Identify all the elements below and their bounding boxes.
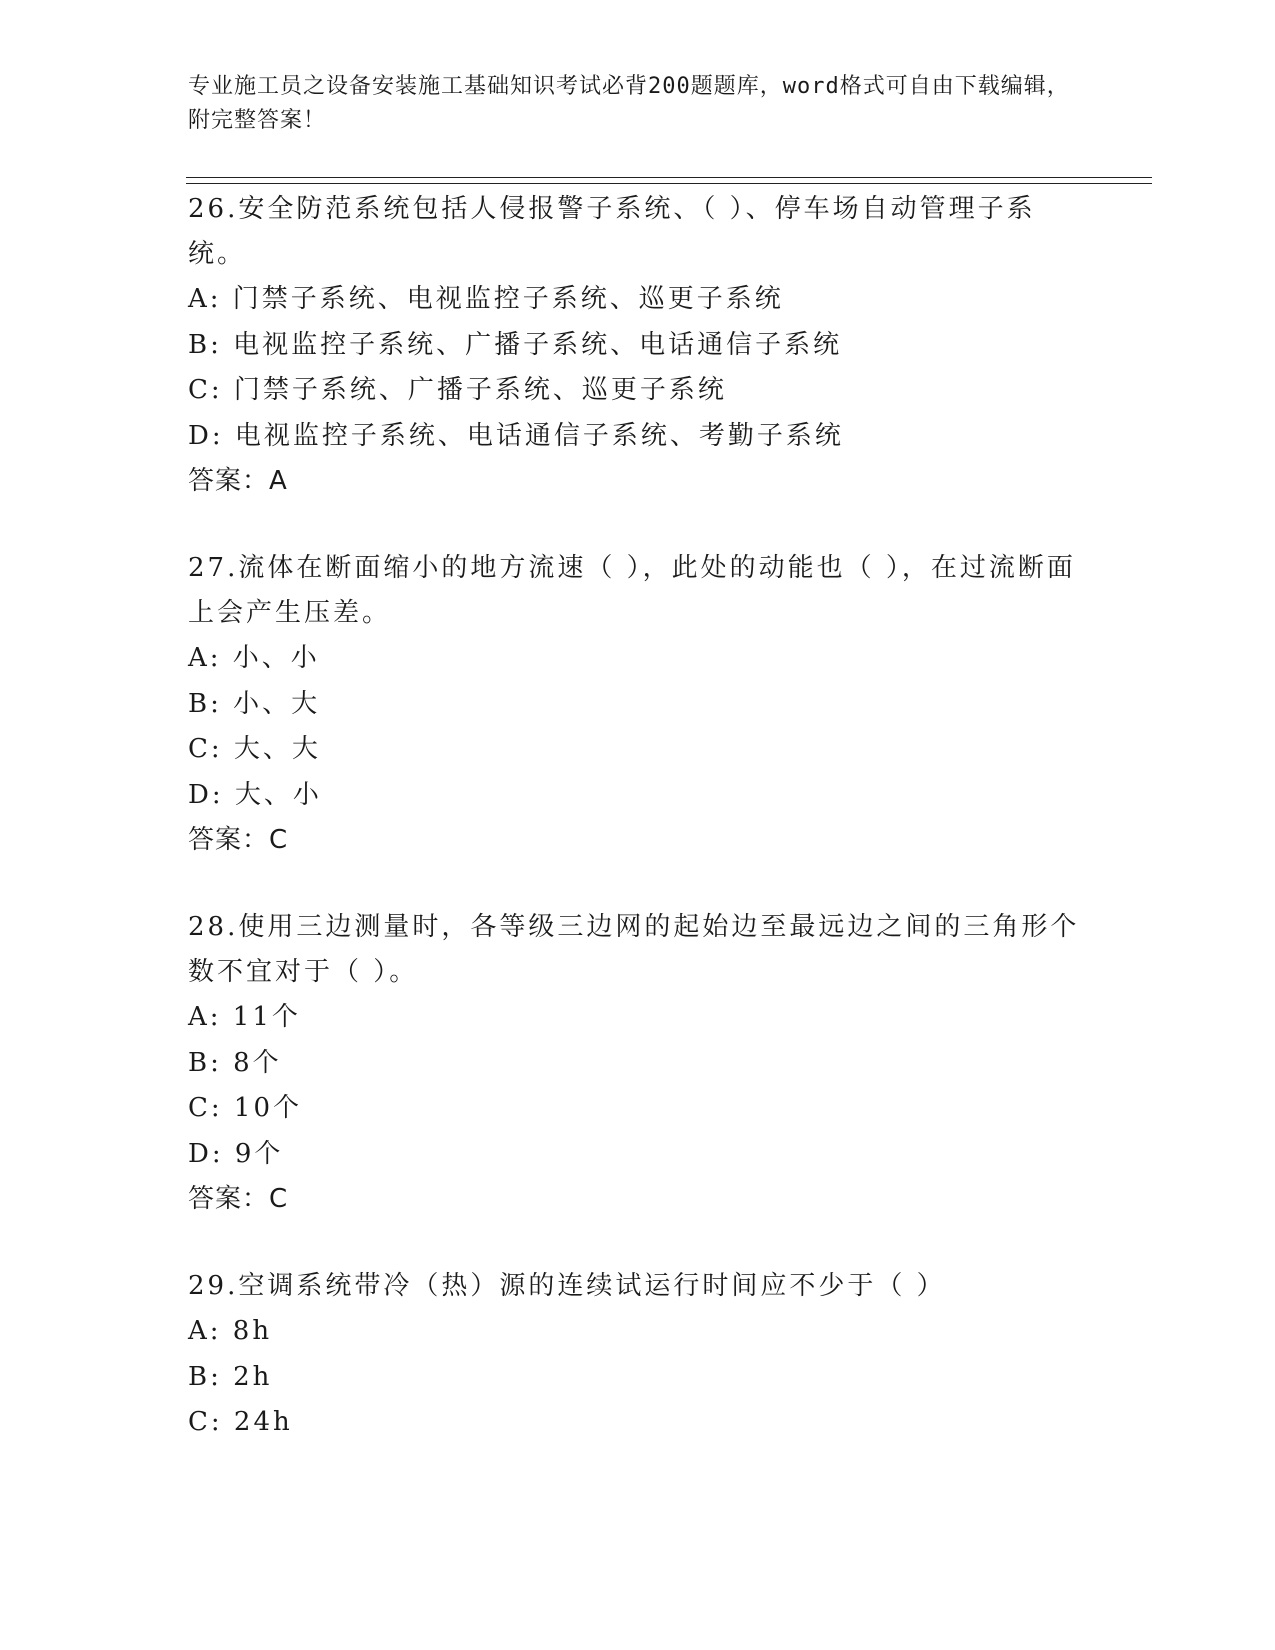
header-divider-bottom: [186, 183, 1152, 184]
option-b: B: 8个: [188, 1047, 282, 1078]
answer-label: 答案：A: [188, 466, 288, 496]
question-26: [188, 187, 1088, 504]
option-d: D: 9个: [188, 1138, 284, 1169]
option-c: C: 门禁子系统、广播子系统、巡更子系统: [188, 375, 727, 405]
option-d: D: 电视监控子系统、电话通信子系统、考勤子系统: [188, 420, 844, 451]
question-text: 29.空调系统带冷（热）源的连续试运行时间应不少于（ ）: [188, 1271, 946, 1301]
question-text: 28.使用三边测量时，各等级三边网的起始边至最远边之间的三角形个数不宜对于（ ）。: [188, 912, 1080, 987]
option-c: C: 24h: [188, 1407, 293, 1437]
option-a: A: 小、小: [188, 643, 320, 673]
option-d: D: 大、小: [188, 779, 322, 810]
question-28: [188, 905, 1088, 1222]
question-text: 27.流体在断面缩小的地方流速（ ），此处的动能也（ ），在过流断面上会产生压差。: [188, 553, 1076, 628]
option-a: A: 8h: [188, 1316, 273, 1346]
option-a: A: 门禁子系统、电视监控子系统、巡更子系统: [188, 284, 784, 314]
document-title: 专业施工员之设备安装施工基础知识考试必背200题题库，word格式可自由下载编辑，附完整答案！: [188, 74, 1070, 133]
option-c: C: 大、大: [188, 734, 321, 764]
header-divider-top: [186, 177, 1152, 178]
question-list: [188, 187, 1088, 1488]
question-29: [188, 1264, 1088, 1446]
option-c: C: 10个: [188, 1093, 303, 1123]
answer-label: 答案：C: [188, 825, 289, 855]
option-b: B: 小、大: [188, 688, 321, 719]
option-a: A: 11个: [188, 1002, 301, 1032]
option-b: B: 2h: [188, 1361, 273, 1392]
option-b: B: 电视监控子系统、广播子系统、电话通信子系统: [188, 329, 843, 360]
question-text: 26.安全防范系统包括人侵报警子系统、（ ）、停车场自动管理子系统。: [188, 194, 1036, 269]
document-header: [188, 70, 1088, 138]
question-27: [188, 546, 1088, 863]
answer-label: 答案：C: [188, 1184, 289, 1214]
